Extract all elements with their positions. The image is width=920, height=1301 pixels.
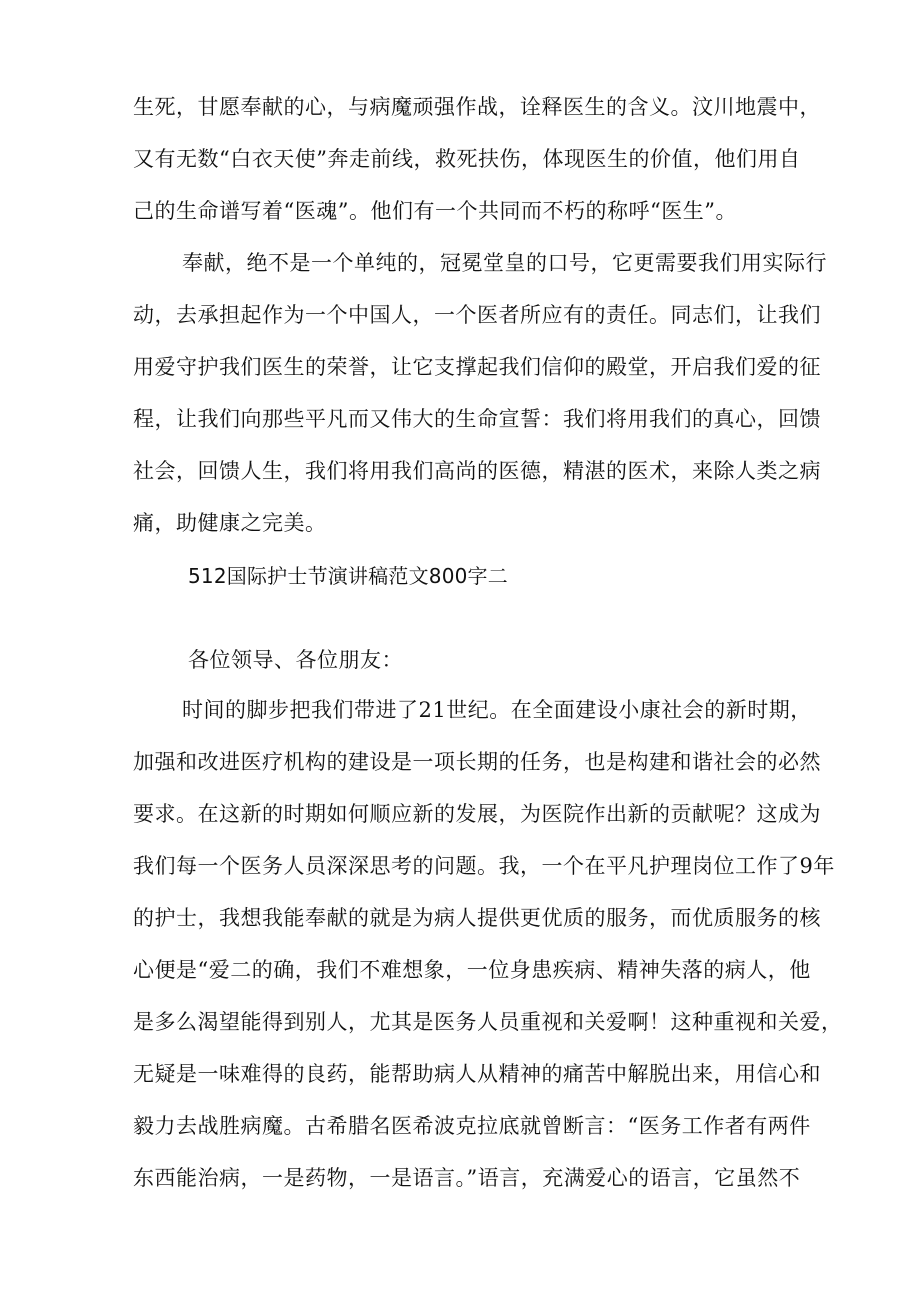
para1-line-3: 己的生命谱写着“医魂”。他们有一个共同而不朽的称呼“医生”。 [133,199,737,223]
para3-line-10: 东西能治病，一是药物，一是语言。”语言，充满爱心的语言，它虽然不 [133,1166,801,1190]
para3-line-1: 时间的脚步把我们带进了21世纪。在全面建设小康社会的新时期， [182,698,812,722]
para2-line-1: 奉献，绝不是一个单纯的，冠冕堂皇的口号，它更需要我们用实际行 [182,251,827,275]
para1-line-1: 生死，甘愿奉献的心，与病魔顽强作战，诠释医生的含义。汶川地震中， [133,95,821,119]
para2-line-2: 动，去承担起作为一个中国人，一个医者所应有的责任。同志们，让我们 [133,303,821,327]
para2-line-5: 社会，回馈人生，我们将用我们高尚的医德，精湛的医术，来除人类之病 [133,459,821,483]
para3-line-6: 心便是“爱二的确，我们不难想象，一位身患疾病、精神失落的病人，他 [133,958,811,982]
para3-line-8: 无疑是一味难得的良药，能帮助病人从精神的痛苦中解脱出来，用信心和 [133,1062,821,1086]
para3-line-5: 的护士，我想我能奉献的就是为病人提供更优质的服务，而优质服务的核 [133,906,821,930]
section-heading: 512国际护士节演讲稿范文800字二 [188,564,508,588]
para2-line-6: 痛，助健康之完美。 [133,511,327,535]
para3-line-9: 毅力去战胜病魔。古希腊名医希波克拉底就曾断言：“医务工作者有两件 [133,1114,811,1138]
para3-line-3: 要求。在这新的时期如何顺应新的发展，为医院作出新的贡献呢？这成为 [133,802,821,826]
para3-line-4: 我们每一个医务人员深深思考的问题。我，一个在平凡护理岗位工作了9年 [133,854,835,878]
greeting: 各位领导、各位朋友： [188,648,403,672]
para3-line-7: 是多么渴望能得到别人，尤其是医务人员重视和关爱啊！这种重视和关爱， [133,1010,843,1034]
para3-line-2: 加强和改进医疗机构的建设是一项长期的任务，也是构建和谐社会的必然 [133,750,821,774]
para2-line-3: 用爱守护我们医生的荣誉，让它支撑起我们信仰的殿堂，开启我们爱的征 [133,355,821,379]
para1-line-2: 又有无数“白衣天使”奔走前线，救死扶伤，体现医生的价值，他们用自 [133,147,801,171]
para2-line-4: 程，让我们向那些平凡而又伟大的生命宣誓：我们将用我们的真心，回馈 [133,407,821,431]
